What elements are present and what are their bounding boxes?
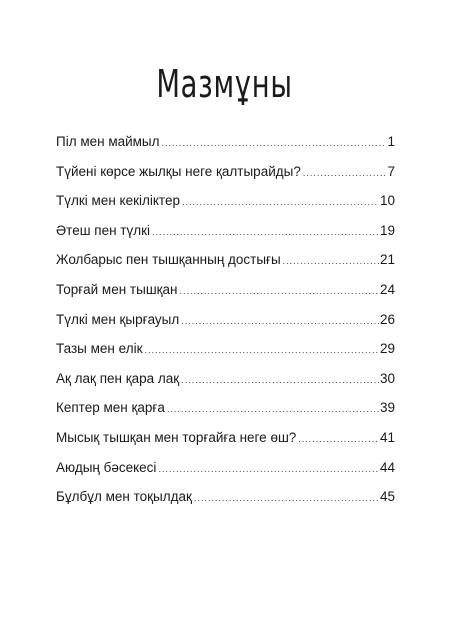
- toc-entry: [56, 370, 395, 400]
- toc-entry-title: Түйені көрсе жылқы неге қалтырайды?: [56, 163, 301, 179]
- toc-entry: [56, 163, 395, 193]
- toc-entry: [56, 222, 395, 252]
- dot-leader: [152, 223, 379, 241]
- toc-entry: [56, 459, 395, 489]
- toc-entry-title: Жолбарыс пен тышқанның достығы: [56, 252, 281, 268]
- toc-entry-page: 39: [379, 400, 395, 416]
- toc-entry-title: Мысық тышқан мен торғайға неге өш?: [56, 429, 297, 445]
- dot-leader: [167, 400, 379, 418]
- dot-leader: [194, 489, 379, 507]
- dot-leader: [182, 193, 379, 211]
- dot-leader: [181, 312, 379, 330]
- dot-leader: [158, 460, 379, 478]
- toc-entry: [56, 281, 395, 311]
- toc-entry-title: Ақ лақ пен қара лақ: [56, 370, 180, 386]
- dot-leader: [144, 341, 378, 359]
- toc-entry-title: Кептер мен қарға: [56, 400, 165, 416]
- table-of-contents: [56, 133, 395, 518]
- toc-entry: [56, 311, 395, 341]
- toc-entry-title: Тазы мен елік: [56, 341, 143, 357]
- toc-entry-page: 45: [379, 489, 395, 505]
- toc-entry-title: Әтеш пен түлкі: [56, 222, 151, 238]
- dot-leader: [283, 252, 379, 270]
- dot-leader: [180, 282, 379, 300]
- dot-leader: [181, 371, 379, 389]
- toc-entry-title: Түлкі мен кекіліктер: [56, 193, 180, 209]
- dot-leader: [298, 430, 379, 448]
- toc-entry-page: 24: [379, 281, 395, 297]
- toc-entry-title: Түлкі мен қырғауыл: [56, 311, 180, 327]
- toc-entry: [56, 192, 395, 222]
- toc-entry-page: 1: [387, 134, 395, 149]
- dot-leader: [303, 164, 387, 182]
- toc-entry-title: Аюдың бәсекесі: [56, 459, 157, 475]
- toc-entry: [56, 133, 395, 163]
- toc-entry-page: 41: [379, 429, 395, 445]
- toc-entry-page: 30: [379, 370, 395, 386]
- toc-entry-page: 10: [379, 193, 395, 209]
- toc-entry-page: 26: [379, 311, 395, 327]
- toc-entry: [56, 399, 395, 429]
- toc-entry-page: 44: [379, 459, 395, 475]
- dot-leader: [162, 134, 387, 152]
- toc-entry-page: 7: [387, 163, 395, 179]
- page-title: Мазмұны: [156, 62, 293, 106]
- toc-entry-page: 21: [379, 252, 395, 268]
- toc-entry: [56, 488, 395, 518]
- toc-entry: [56, 340, 395, 370]
- toc-entry-title: Бұлбұл мен тоқылдақ: [56, 489, 192, 505]
- toc-entry-page: 19: [379, 222, 395, 238]
- toc-entry: [56, 251, 395, 281]
- toc-entry: [56, 429, 395, 459]
- toc-entry-page: 29: [379, 341, 395, 357]
- toc-entry-title: Торғай мен тышқан: [56, 281, 178, 297]
- toc-entry-title: Піл мен маймыл: [56, 134, 160, 149]
